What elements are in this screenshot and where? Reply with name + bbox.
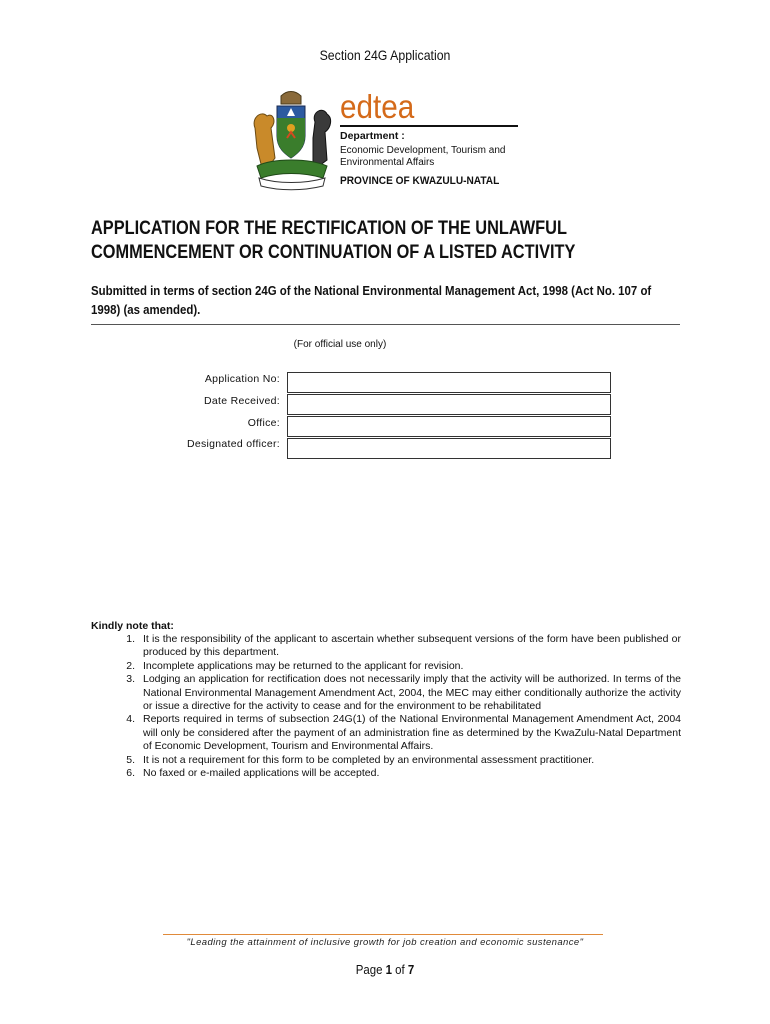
list-item	[91, 633, 681, 660]
footer-divider	[163, 934, 603, 935]
notes-heading: Kindly note that:	[91, 620, 174, 632]
notes-section	[91, 620, 681, 780]
office-label: Office:	[247, 417, 280, 429]
header-title: Section 24G Application	[319, 47, 451, 63]
designated-officer-field[interactable]	[287, 438, 611, 459]
note-number: 4.	[126, 713, 135, 726]
note-number: 2.	[126, 659, 135, 672]
date-received-field[interactable]	[287, 394, 611, 415]
document-title-line-2: COMMENCEMENT OR CONTINUATION OF A LISTED ACTIVITY	[91, 242, 576, 263]
note-text: No faxed or e-mailed applications will be accepted.	[143, 767, 380, 780]
page-total: 7	[407, 962, 415, 977]
note-number: 1.	[126, 633, 135, 645]
note-number: 3.	[126, 673, 135, 686]
page-of: of	[391, 962, 408, 977]
page-number	[46, 962, 724, 977]
department-label: Department :	[340, 130, 405, 142]
official-use-note: (For official use only)	[293, 339, 387, 350]
document-subtitle: Submitted in terms of section 24G of the National Environmental Management Act, 1998 (Act No. 107 of 1998) (as amended).	[91, 283, 652, 317]
note-text: Reports required in terms of subsection 24G(1) of the National Environmental Management Amendment Act, 2004 will only be considered after the payment of an administration fine as determined by the KwaZulu-Natal Department of Economic Development, Tourism and Environmental Affairs.	[143, 713, 681, 753]
note-text: Lodging an application for rectification does not necessarily imply that the activity will be authorized. In terms of the National Environmental Management Amendment Act, 2004, the MEC may either conditionally authorize the activity or issue a directive for the activity to cease and for the environment to be rehabilitated	[143, 673, 681, 713]
list-item	[91, 767, 681, 780]
department-name: Economic Development, Tourism and Environmental Affairs	[340, 145, 506, 168]
application-no-label: Application No:	[204, 373, 280, 385]
note-text: It is not a requirement for this form to be completed by an environmental assessment practitioner.	[143, 753, 595, 766]
title-divider	[91, 324, 680, 325]
note-number: 6.	[126, 767, 135, 780]
department-logo	[243, 88, 528, 198]
list-item	[91, 660, 681, 673]
coat-of-arms-icon	[243, 88, 339, 192]
list-item	[91, 713, 681, 753]
office-field[interactable]	[287, 416, 611, 437]
designated-officer-label: Designated officer:	[186, 438, 280, 450]
document-title	[91, 217, 607, 265]
list-item	[91, 673, 681, 713]
note-number: 5.	[126, 753, 135, 766]
note-text: Incomplete applications may be returned to the applicant for revision.	[143, 659, 464, 672]
document-title-line-1: APPLICATION FOR THE RECTIFICATION OF THE UNLAWFUL	[91, 218, 567, 239]
list-item	[91, 754, 681, 767]
page-prefix: Page	[355, 962, 386, 977]
footer-slogan: "Leading the attainment of inclusive growth for job creation and economic sustenance"	[186, 937, 584, 948]
brand-rule	[340, 125, 518, 127]
application-no-field[interactable]	[287, 372, 611, 393]
page-current: 1	[385, 962, 392, 977]
date-received-label: Date Received:	[204, 395, 280, 407]
province-name: PROVINCE OF KWAZULU-NATAL	[340, 175, 500, 187]
brand-wordmark: edtea	[340, 88, 415, 125]
note-text: It is the responsibility of the applicant to ascertain whether subsequent versions of the form have been published or produced by this department.	[143, 633, 681, 659]
